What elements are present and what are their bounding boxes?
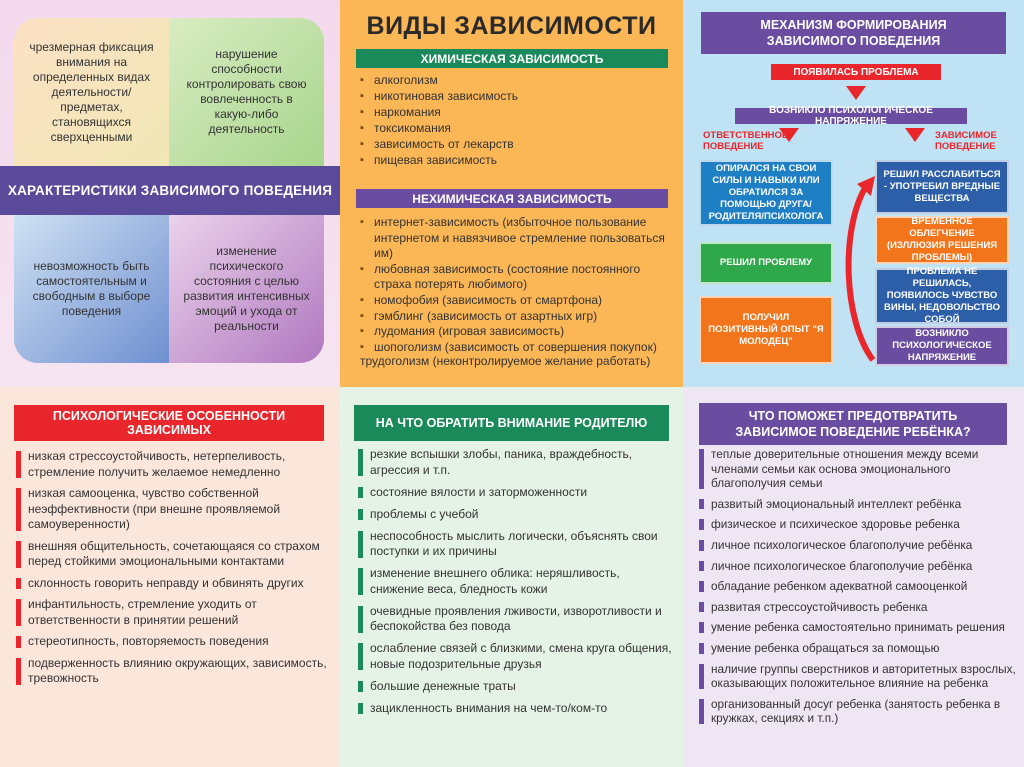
characteristic-top-left: чрезмерная фиксация внимания на определенных видах деятельности/ предметах, становящихся сверхценными: [14, 18, 169, 166]
characteristics-title: ХАРАКТЕРИСТИКИ ЗАВИСИМОГО ПОВЕДЕНИЯ: [0, 166, 340, 215]
list-item: стереотипность, повторяемость поведения: [14, 634, 334, 650]
flow-box-relief: ВРЕМЕННОЕ ОБЛЕГЧЕНИЕ (ИЗЛЛЮЗИЯ РЕШЕНИЯ ПРОБЛЕМЫ): [875, 216, 1009, 264]
nonchemical-list: [360, 215, 670, 355]
list-item: неспособность мыслить логически, объяснять свои поступки и их причины: [356, 529, 676, 560]
chemical-title: ХИМИЧЕСКАЯ ЗАВИСИМОСТЬ: [356, 49, 668, 68]
list-item: личное психологическое благополучие ребёнка: [697, 559, 1019, 574]
flow-box-tension-again: ВОЗНИКЛО ПСИХОЛОГИЧЕСКОЕ НАПРЯЖЕНИЕ: [875, 326, 1009, 366]
list-item: внешняя общительность, сочетающаяся со страхом перед стойкими эмоциональными контактами: [14, 539, 334, 570]
list-item: состояние вялости и заторможенности: [356, 485, 676, 501]
mechanism-title: МЕХАНИЗМ ФОРМИРОВАНИЯ ЗАВИСИМОГО ПОВЕДЕНИЯ: [701, 12, 1006, 54]
list-item: развитая стрессоустойчивость ребенка: [697, 600, 1019, 615]
mechanism-panel: [683, 0, 1024, 387]
psych-features-panel: [0, 387, 340, 767]
types-title: ВИДЫ ЗАВИСИМОСТИ: [366, 12, 657, 40]
parents-list: [356, 447, 676, 723]
list-item: ▪ шопоголизм (зависимость от совершения покупок): [360, 340, 670, 356]
list-item: ▪ гэмблинг (зависимость от азартных игр): [360, 309, 670, 325]
psych-features-title: ПСИХОЛОГИЧЕСКИЕ ОСОБЕННОСТИ ЗАВИСИМЫХ: [14, 405, 324, 441]
nonchemical-title: НЕХИМИЧЕСКАЯ ЗАВИСИМОСТЬ: [356, 189, 668, 208]
characteristic-bottom-right: изменение психического состояния с целью развития интенсивных эмоций и ухода от реальности: [169, 215, 324, 363]
cycle-arrow-icon: [833, 150, 883, 370]
list-item: наличие группы сверстников и авторитетных взрослых, оказывающих положительное влияние на ребенка: [697, 662, 1019, 691]
list-item: ▪ лудомания (игровая зависимость): [360, 324, 670, 340]
list-item: развитый эмоциональный интеллект ребёнка: [697, 497, 1019, 512]
flow-box-self-reliance: ОПИРАЛСЯ НА СВОИ СИЛЫ И НАВЫКИ ИЛИ ОБРАТИЛСЯ ЗА ПОМОЩЬЮ ДРУГА/РОДИТЕЛЯ/ПСИХОЛОГА: [699, 160, 833, 226]
chemical-list: [360, 72, 670, 168]
list-item: обладание ребенком адекватной самооценкой: [697, 579, 1019, 594]
list-item: проблемы с учебой: [356, 507, 676, 523]
types-panel: [340, 0, 683, 387]
prevention-panel: [683, 387, 1024, 767]
list-item: ▪ интернет-зависимость (избыточное пользование интернетом и навязчивое стремление пользоваться им): [360, 215, 670, 262]
list-item: ▪ никотиновая зависимость: [360, 88, 670, 104]
list-item: ▪ зависимость от лекарств: [360, 136, 670, 152]
responsible-behavior-label: ОТВЕТСТВЕННОЕ ПОВЕДЕНИЕ: [703, 130, 789, 152]
list-item: очевидные проявления лживости, изворотливости и беспокойства без повода: [356, 604, 676, 635]
list-item: резкие вспышки злобы, паника, враждебность, агрессия и т.п.: [356, 447, 676, 478]
list-item: ▪ пищевая зависимость: [360, 152, 670, 168]
flow-box-substances: РЕШИЛ РАССЛАБИТЬСЯ - УПОТРЕБИЛ ВРЕДНЫЕ ВЕЩЕСТВА: [875, 160, 1009, 214]
prevention-list: [697, 447, 1019, 732]
list-item: организованный досуг ребенка (занятость ребенка в кружках, секциях и т.п.): [697, 697, 1019, 726]
list-item: ▪ номофобия (зависимость от смартфона): [360, 293, 670, 309]
parents-title: НА ЧТО ОБРАТИТЬ ВНИМАНИЕ РОДИТЕЛЮ: [354, 405, 669, 441]
flow-tension: ВОЗНИКЛО ПСИХОЛОГИЧЕСКОЕ НАПРЯЖЕНИЕ: [735, 108, 967, 124]
characteristic-top-right: нарушение способности контролировать свою вовлеченность в какую-либо деятельность: [169, 18, 324, 166]
list-item: ▪ алкоголизм: [360, 72, 670, 88]
parents-panel: [340, 387, 683, 767]
list-item: умение ребенка обращаться за помощью: [697, 641, 1019, 656]
list-item: низкая самооценка, чувство собственной неэффективности (при внешне проявляемой самоуверенности): [14, 486, 334, 533]
list-item: склонность говорить неправду и обвинять других: [14, 576, 334, 592]
list-item: инфантильность, стремление уходить от ответственности в принятии решений: [14, 597, 334, 628]
flow-box-solved: РЕШИЛ ПРОБЛЕМУ: [699, 242, 833, 284]
down-arrow-icon: [905, 128, 925, 142]
flow-problem: ПОЯВИЛАСЬ ПРОБЛЕМА: [771, 64, 941, 80]
flow-box-positive-experience: ПОЛУЧИЛ ПОЗИТИВНЫЙ ОПЫТ "Я МОЛОДЕЦ": [699, 296, 833, 364]
dependent-behavior-label: ЗАВИСИМОЕ ПОВЕДЕНИЕ: [935, 130, 997, 152]
prevention-title: ЧТО ПОМОЖЕТ ПРЕДОТВРАТИТЬ ЗАВИСИМОЕ ПОВЕДЕНИЕ РЕБЁНКА?: [699, 403, 1007, 445]
list-item: ослабление связей с близкими, смена круга общения, новые подозрительные друзья: [356, 641, 676, 672]
list-item: ▪ токсикомания: [360, 120, 670, 136]
list-item: личное психологическое благополучие ребёнка: [697, 538, 1019, 553]
list-item: подверженность влиянию окружающих, зависимость, тревожность: [14, 656, 334, 687]
flow-box-guilt: ПРОБЛЕМА НЕ РЕШИЛАСЬ, ПОЯВИЛОСЬ ЧУВСТВО ВИНЫ, НЕДОВОЛЬСТВО СОБОЙ: [875, 268, 1009, 324]
nonchemical-last-item: трудоголизм (неконтролируемое желание работать): [360, 354, 651, 368]
list-item: низкая стрессоустойчивость, нетерпеливость, стремление получить желаемое немедленно: [14, 449, 334, 480]
down-arrow-icon: [846, 86, 866, 100]
list-item: физическое и психическое здоровье ребенка: [697, 517, 1019, 532]
list-item: ▪ любовная зависимость (состояние постоянного страха потерять любимого): [360, 262, 670, 293]
characteristics-panel: [0, 0, 340, 387]
list-item: зацикленность внимания на чем-то/ком-то: [356, 701, 676, 717]
list-item: умение ребенка самостоятельно принимать решения: [697, 620, 1019, 635]
list-item: теплые доверительные отношения между всеми членами семьи как основа эмоционального благополучия семьи: [697, 447, 1019, 491]
characteristic-bottom-left: невозможность быть самостоятельным и свободным в выборе поведения: [14, 215, 169, 363]
list-item: ▪ наркомания: [360, 104, 670, 120]
list-item: большие денежные траты: [356, 679, 676, 695]
psych-features-list: [14, 449, 334, 693]
list-item: изменение внешнего облика: неряшливость, снижение веса, бледность кожи: [356, 566, 676, 597]
